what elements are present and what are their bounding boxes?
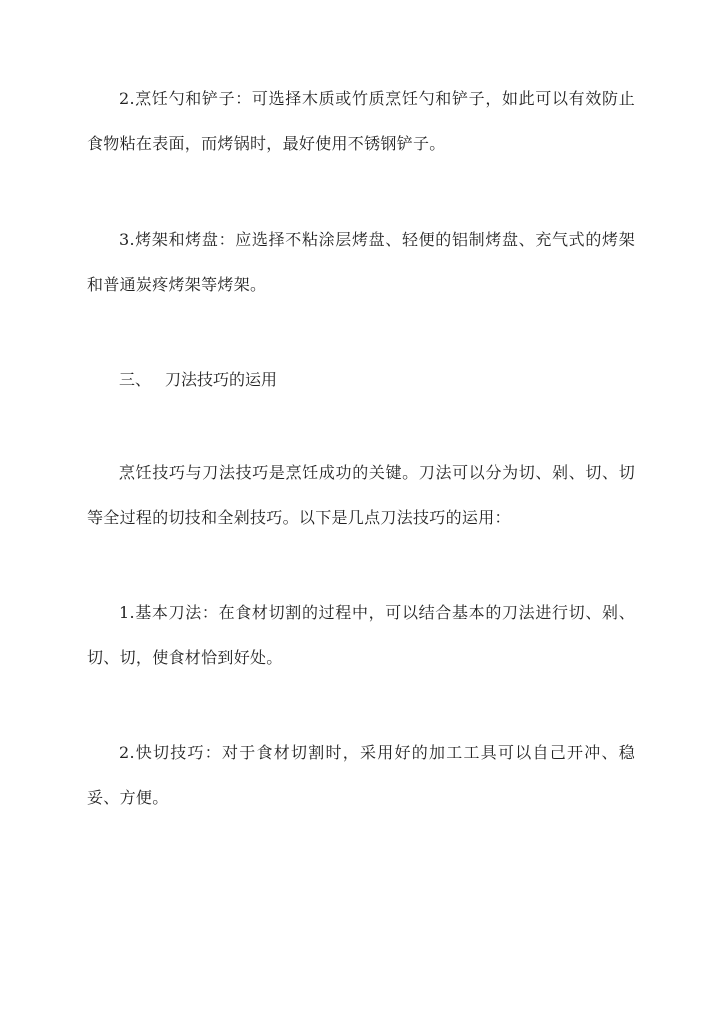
- paragraph-knife-intro: 烹饪技巧与刀法技巧是烹饪成功的关键。刀法可以分为切、剁、切、切等全过程的切技和全剁技巧。以下是几点刀法技巧的运用：: [87, 463, 635, 527]
- section-heading: [119, 357, 277, 402]
- section-heading-number: 三、: [119, 370, 152, 389]
- paragraph-grill-and-tray: 3.烤架和烤盘：应选择不粘涂层烤盘、轻便的铝制烤盘、充气式的烤架和普通炭疼烤架等烤架。: [87, 230, 635, 294]
- section-heading-title: 刀法技巧的运用: [165, 370, 278, 389]
- paragraph-cooking-spoon: 2.烹饪勺和铲子：可选择木质或竹质烹饪勺和铲子，如此可以有效防止食物粘在表面，而烤锅时，最好使用不锈钢铲子。: [87, 89, 635, 153]
- paragraph-fast-cut: 2.快切技巧：对于食材切割时，采用好的加工工具可以自己开冲、稳妥、方便。: [87, 743, 635, 807]
- paragraph-basic-knife: 1.基本刀法：在食材切割的过程中，可以结合基本的刀法进行切、剁、切、切，使食材恰到好处。: [87, 603, 635, 667]
